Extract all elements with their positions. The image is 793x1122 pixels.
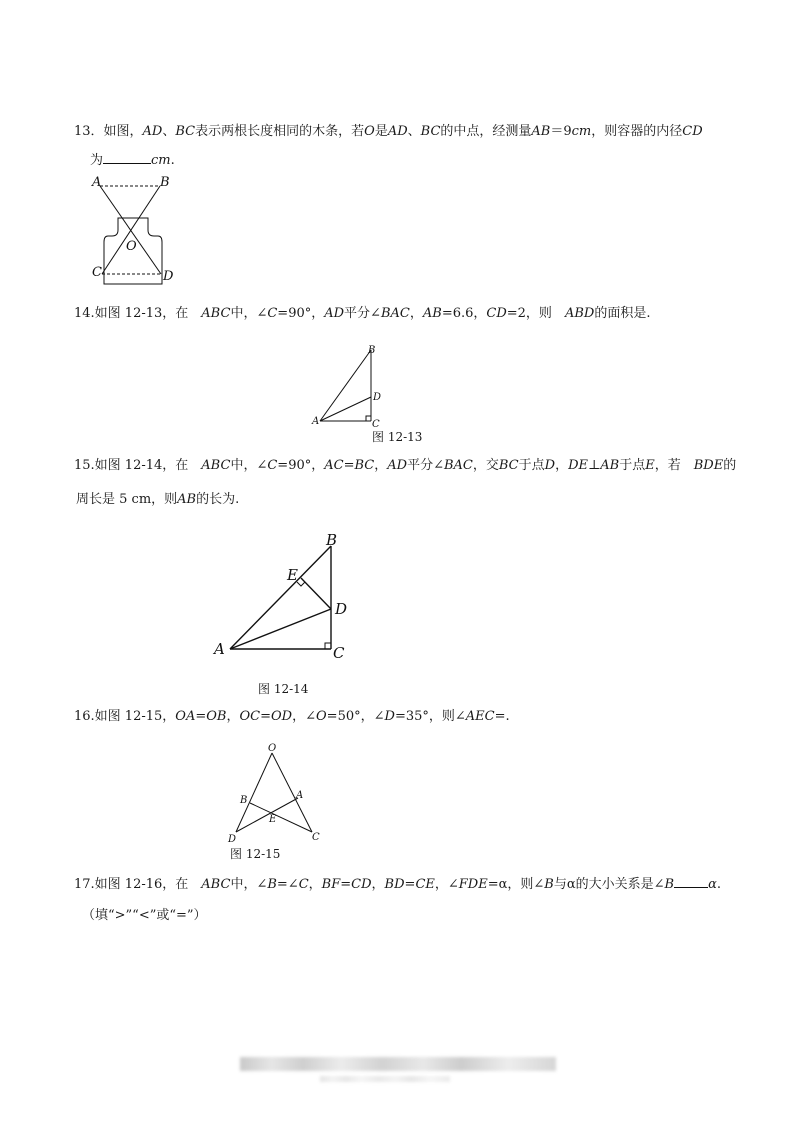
blurred-footer-watermark xyxy=(240,1057,556,1071)
label-O: O xyxy=(126,239,137,254)
q14-text: 14.如图 12-13，在 ABC中，∠C=90°，AD平分∠BAC，AB=6.6，CD=2，则 ABD的面积是. xyxy=(74,306,651,321)
answer-blank xyxy=(103,151,151,164)
label-A: A xyxy=(296,790,304,801)
figure-caption: 图 12-13 xyxy=(372,430,423,444)
q17-line2: （填“>”“<”或“=”） xyxy=(82,908,207,923)
label-O: O xyxy=(268,743,277,754)
label-E: E xyxy=(287,566,298,584)
q13-line2: 为 cm. xyxy=(90,153,175,168)
label-A: A xyxy=(92,175,102,190)
q16-figure xyxy=(226,740,326,845)
q17-line1: 17.如图 12-16，在 ABC中，∠B=∠C，BF=CD，BD=CE，∠FDE=α，则∠B与α的大小关系是∠B α. xyxy=(74,877,722,892)
q13-container-figure xyxy=(88,172,178,287)
q15-line1: 15.如图 12-14，在 ABC中，∠C=90°，AC=BC，AD平分∠BAC，交BC于点D，DE⊥AB于点E，若 BDE的 xyxy=(74,458,737,473)
label-D: D xyxy=(163,269,174,284)
label-C: C xyxy=(92,265,102,280)
label-D: D xyxy=(373,392,382,403)
figure-caption: 图 12-15 xyxy=(230,847,281,861)
label-E: E xyxy=(269,814,277,825)
blurred-footer-watermark-line2 xyxy=(320,1076,450,1082)
label-C: C xyxy=(333,644,345,662)
label-D: D xyxy=(335,600,348,618)
label-B: B xyxy=(368,345,376,356)
label-B: B xyxy=(160,175,170,190)
q13-line1: 13．如图，AD、BC表示两根长度相同的木条，若O是AD、BC的中点，经测量AB＝9cm，则容器的内径CD xyxy=(74,124,703,139)
q15-line2: 周长是 5 cm，则AB的长为. xyxy=(76,492,240,507)
figure-caption: 图 12-14 xyxy=(258,682,309,696)
label-C: C xyxy=(372,419,380,430)
label-B: B xyxy=(326,531,338,549)
label-A: A xyxy=(214,640,225,658)
q16-text: 16.如图 12-15，OA=OB，OC=OD，∠O=50°，∠D=35°，则∠AEC=. xyxy=(74,709,510,724)
answer-blank xyxy=(674,875,708,888)
q14-figure xyxy=(308,340,398,430)
label-C: C xyxy=(312,832,320,843)
label-D: D xyxy=(228,834,237,845)
label-A: A xyxy=(312,416,320,427)
q15-figure xyxy=(210,528,360,663)
label-B: B xyxy=(240,795,248,806)
